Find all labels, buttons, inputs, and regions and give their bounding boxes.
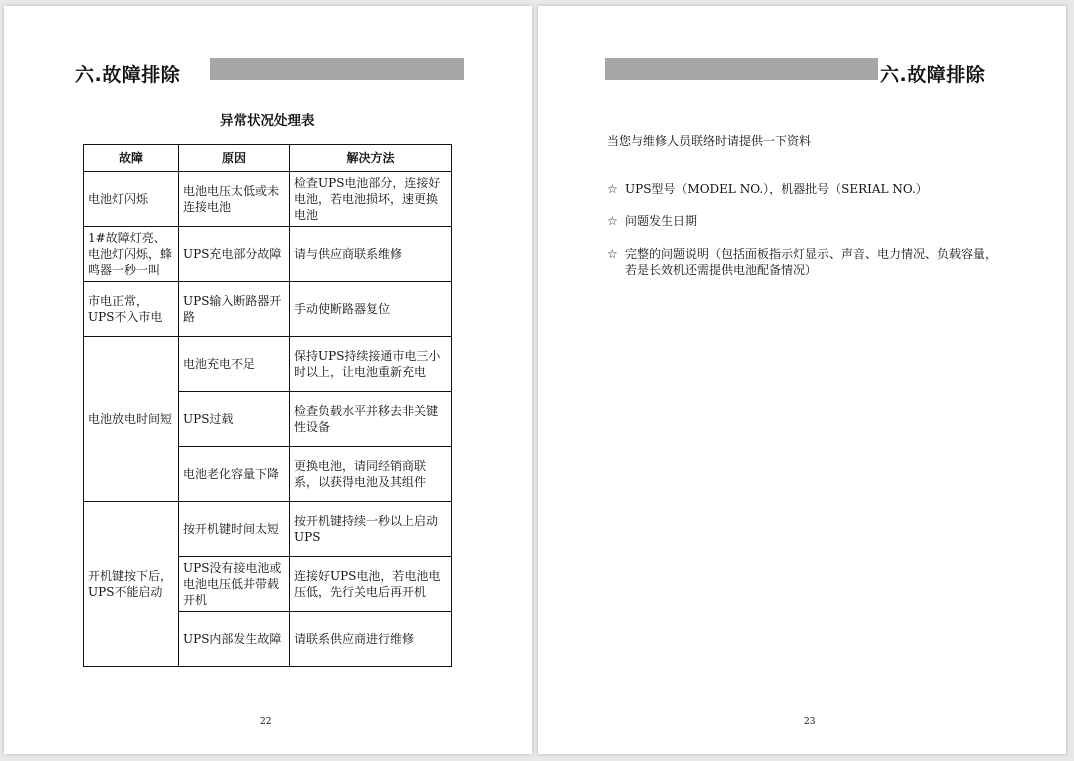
cause-cell: UPS输入断路器开路: [179, 282, 290, 337]
table-row: [84, 282, 452, 337]
table-row: [84, 337, 452, 392]
info-item-model: [607, 181, 1007, 197]
chapter-title: 六.故障排除: [75, 64, 181, 86]
fault-table: [83, 144, 452, 667]
table-title: 异常状况处理表: [220, 113, 315, 129]
cause-cell: 电池老化容量下降: [179, 447, 290, 502]
solution-cell: 请联系供应商进行维修: [290, 612, 452, 667]
solution-cell: 保持UPS持续接通市电三小时以上，让电池重新充电: [290, 337, 452, 392]
header-solution: 解决方法: [290, 145, 452, 172]
solution-cell: 连接好UPS电池，若电池电压低，先行关电后再开机: [290, 557, 452, 612]
cause-cell: UPS充电部分故障: [179, 227, 290, 282]
star-icon: ☆: [607, 247, 618, 261]
solution-cell: 检查负载水平并移去非关键性设备: [290, 392, 452, 447]
info-item-text: 问题发生日期: [625, 214, 698, 228]
header-fault: 故障: [84, 145, 179, 172]
fault-cell: 电池放电时间短: [84, 337, 179, 502]
cause-cell: UPS没有接电池或电池电压低并带载开机: [179, 557, 290, 612]
fault-cell: 1#故障灯亮、电池灯闪烁，蜂鸣器一秒一叫: [84, 227, 179, 282]
info-item-text: UPS型号（MODEL NO.），机器批号（SERIAL NO.）: [625, 182, 928, 196]
table-row: [84, 502, 452, 557]
fault-cell: 开机键按下后，UPS不能启动: [84, 502, 179, 667]
left-page: [4, 6, 532, 754]
solution-cell: 手动使断路器复位: [290, 282, 452, 337]
cause-cell: 电池充电不足: [179, 337, 290, 392]
chapter-title: 六.故障排除: [880, 64, 986, 86]
cause-cell: UPS内部发生故障: [179, 612, 290, 667]
info-item-text: 完整的问题说明（包括面板指示灯显示、声音、电力情况、负载容量，若是长效机还需提供电池配备情况）: [625, 247, 998, 277]
cause-cell: 电池电压太低或未连接电池: [179, 172, 290, 227]
header-cause: 原因: [179, 145, 290, 172]
cause-cell: 按开机键时间太短: [179, 502, 290, 557]
fault-cell: 市电正常，UPS不入市电: [84, 282, 179, 337]
table-row: [84, 227, 452, 282]
solution-cell: 更换电池，请同经销商联系，以获得电池及其组件: [290, 447, 452, 502]
page-number: 23: [804, 717, 816, 727]
info-item-description: [607, 246, 1007, 278]
cause-cell: UPS过载: [179, 392, 290, 447]
solution-cell: 检查UPS电池部分，连接好电池，若电池损坏，速更换电池: [290, 172, 452, 227]
solution-cell: 请与供应商联系维修: [290, 227, 452, 282]
header-gray-bar: [605, 58, 878, 80]
table-header-row: [84, 145, 452, 172]
page-number: 22: [260, 717, 272, 727]
solution-cell: 按开机键持续一秒以上启动UPS: [290, 502, 452, 557]
fault-cell: 电池灯闪烁: [84, 172, 179, 227]
header-gray-bar: [210, 58, 464, 80]
contact-intro: 当您与维修人员联络时请提供一下资料: [607, 134, 812, 148]
info-item-date: [607, 213, 1007, 229]
right-page: [538, 6, 1066, 754]
table-row: [84, 172, 452, 227]
star-icon: ☆: [607, 214, 618, 228]
star-icon: ☆: [607, 182, 618, 196]
